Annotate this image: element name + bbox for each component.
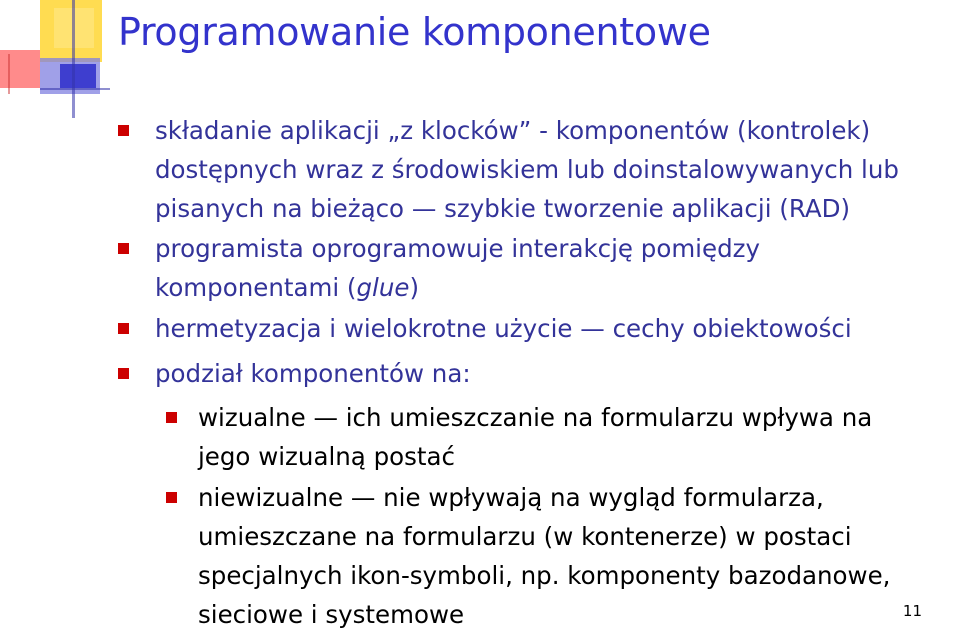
bullet-item [155, 229, 760, 307]
bullet-item [155, 111, 899, 228]
bullet-text: hermetyzacja i wielokrotne użycie — cechy obiektowości [155, 314, 852, 343]
bullet-text: składanie aplikacji „z klocków” - komponentów (kontrolek) [155, 116, 871, 145]
sub-bullet-item [198, 398, 872, 476]
bullet-text: sieciowe i systemowe [198, 600, 465, 629]
square-bullet-icon [118, 368, 129, 379]
sub-bullet-item [198, 478, 890, 634]
bullet-text-italic: glue [356, 273, 410, 302]
bullet-text: specjalnych ikon-symboli, np. komponenty bazodanowe, [198, 561, 891, 590]
square-bullet-icon [118, 243, 129, 254]
bullet-text-part: ) [409, 273, 420, 302]
square-bullet-icon [166, 412, 177, 423]
bullet-text: pisanych na bieżąco — szybkie tworzenie aplikacji (RAD) [155, 194, 851, 223]
bullet-text: programista oprogramowuje interakcję pomiędzy [155, 234, 760, 263]
page-number: 11 [902, 602, 922, 620]
slide-title: Programowanie komponentowe [118, 10, 711, 54]
bullet-text: dostępnych wraz z środowiskiem lub doinstalowywanych lub [155, 155, 899, 184]
bullet-item [155, 354, 471, 393]
square-bullet-icon [166, 492, 177, 503]
decorative-squares-logo [0, 0, 110, 118]
bullet-text: umieszczane na formularzu (w kontenerze) w postaci [198, 522, 852, 551]
bullet-text: wizualne — ich umieszczanie na formularzu wpływa na [198, 403, 873, 432]
bullet-text: niewizualne — nie wpływają na wygląd formularza, [198, 483, 824, 512]
bullet-text [155, 268, 760, 307]
square-bullet-icon [118, 125, 129, 136]
bullet-text: jego wizualną postać [198, 442, 455, 471]
bullet-text-part: komponentami ( [155, 273, 357, 302]
square-bullet-icon [118, 323, 129, 334]
bullet-item [155, 309, 852, 348]
bullet-text: podział komponentów na: [155, 359, 471, 388]
